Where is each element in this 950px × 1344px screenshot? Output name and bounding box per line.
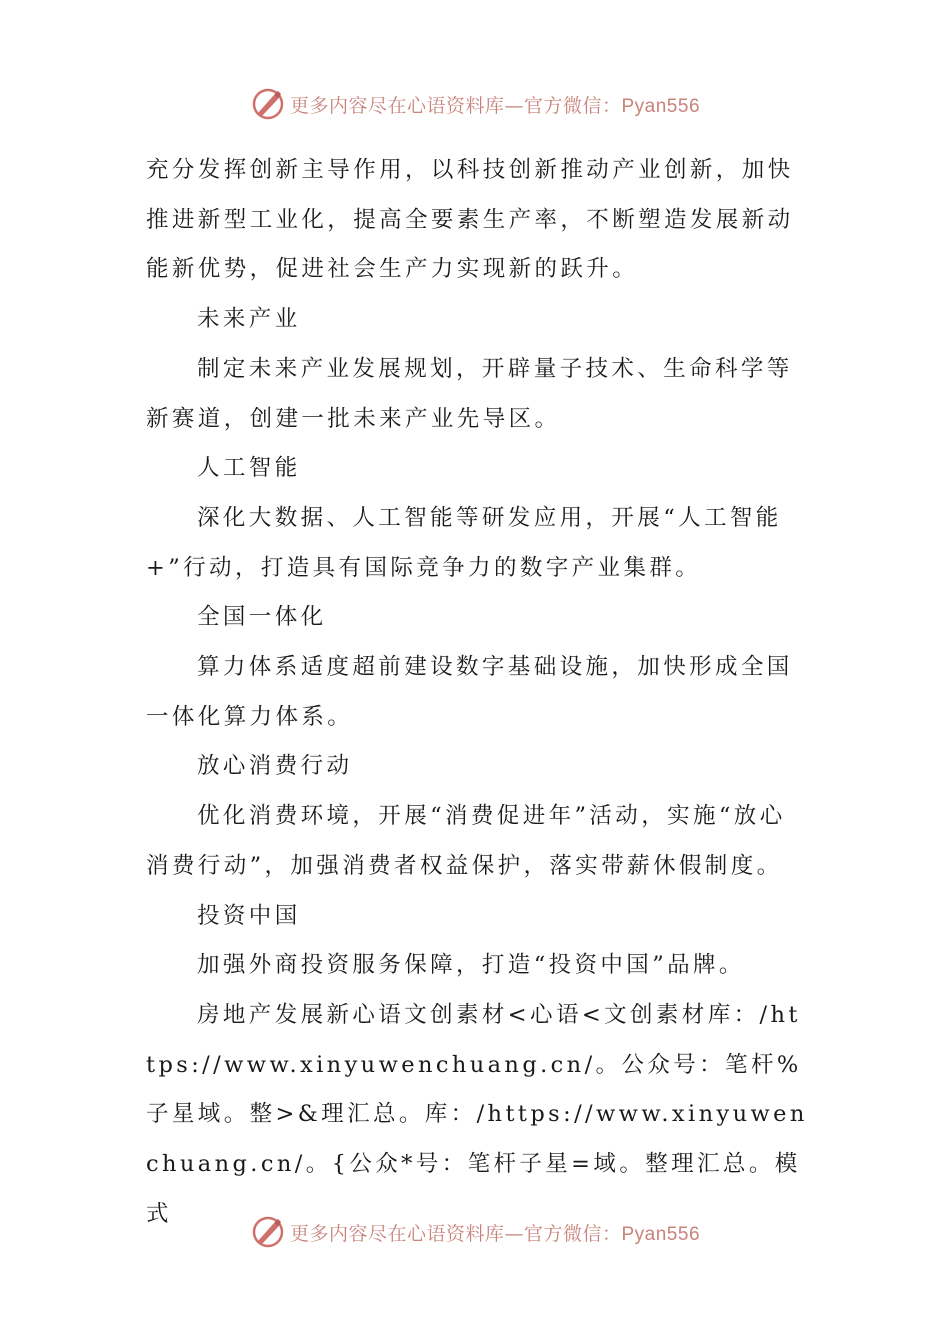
section-heading: 全国一体化	[197, 604, 327, 631]
paragraph: 充分发挥创新主导作用，以科技创新推动产业创新，加快推进新型工业化，提高全要素生产率，不断塑造发展新动能新优势，促进社会生产力实现新的跃升。	[146, 157, 794, 283]
paragraph: 深化大数据、人工智能等研发应用，开展“人工智能+”行动，打造具有国际竞争力的数字产业集群。	[146, 504, 782, 581]
paragraph-watermarked: 房地产发展新心语文创素材<心语<文创素材库：/https://www.xinyuwenchuang.cn/。公众号：笔杆%子星域。整>&理汇总。库：/https://www.xinyuwenchuang.cn/。{公众*号：笔杆子星=域。整理汇总。模式	[146, 1001, 808, 1227]
paragraph: 制定未来产业发展规划，开辟量子技术、生命科学等新赛道，创建一批未来产业先导区。	[146, 355, 793, 432]
paragraph: 加强外商投资服务保障，打造“投资中国”品牌。	[197, 952, 745, 979]
header-watermark-text: 更多内容尽在心语资料库—官方微信：Pyan556	[289, 94, 701, 117]
footer-watermark	[0, 1210, 950, 1254]
paragraph: 优化消费环境，开展“消费促进年”活动，实施“放心消费行动”，加强消费者权益保护，落实带薪休假制度。	[146, 803, 786, 879]
section-heading: 放心消费行动	[197, 753, 353, 780]
pen-logo-icon	[250, 1214, 286, 1250]
section-heading: 未来产业	[197, 306, 301, 333]
paragraph: 算力体系适度超前建设数字基础设施，加快形成全国一体化算力体系。	[146, 654, 793, 730]
document-body	[146, 146, 810, 1239]
section-heading: 投资中国	[197, 902, 301, 929]
footer-watermark-text: 更多内容尽在心语资料库—官方微信：Pyan556	[289, 1222, 701, 1245]
pen-logo-icon	[250, 86, 286, 122]
header-watermark	[0, 82, 950, 126]
section-heading: 人工智能	[197, 455, 301, 482]
